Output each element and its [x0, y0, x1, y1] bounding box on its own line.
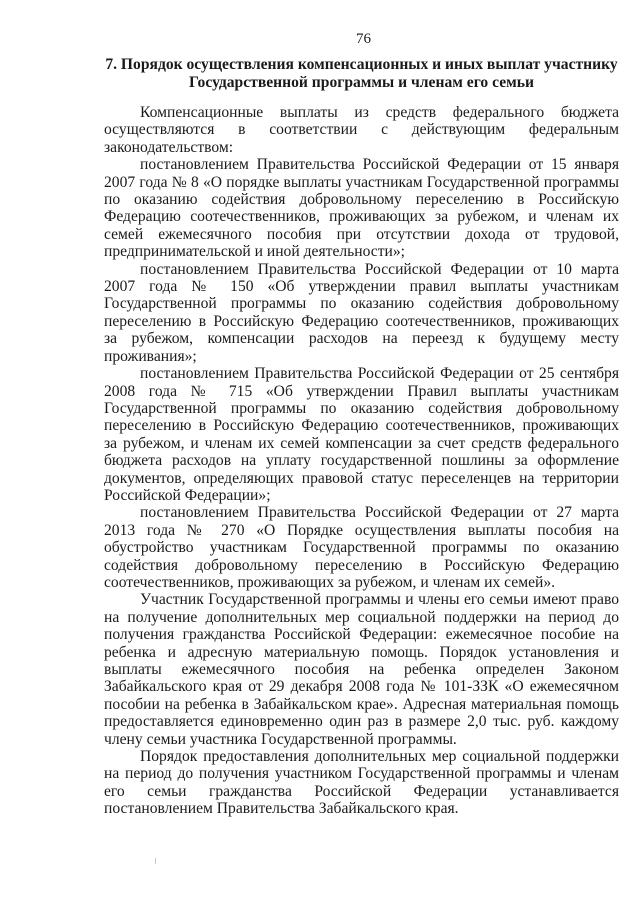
paragraph-intro: Компенсационные выплаты из средств федерального бюджета осуществляются в соответствии с действующим федеральным законодательством: — [104, 104, 619, 156]
paragraph-decree-150: постановлением Правительства Российской Федерации от 10 марта 2007 года № 150 «Об утверждении правил выплаты участникам Государственной программы по оказанию содействия добровольному переселению в Российскую Федерацию соотечественников, проживающих за рубежом, компенсации расходов на переезд к будущему месту проживания»; — [104, 260, 619, 365]
section-heading — [104, 56, 619, 92]
paragraph-decree-270: постановлением Правительства Российской Федерации от 27 марта 2013 года № 270 «О Порядке осуществления выплаты пособия на обустройство участникам Государственной программы по оказанию содействия добровольному переселению в Российскую Федерацию соотечественников, проживающих за рубежом, и членам их семей». — [104, 504, 619, 591]
scan-artifact — [155, 858, 156, 864]
section-heading-line-1: 7. Порядок осуществления компенсационных и иных выплат участнику — [105, 56, 618, 73]
document-page — [104, 30, 619, 818]
paragraph-procedure: Порядок предоставления дополнительных мер социальной поддержки на период до получения участником Государственной программы и членам его семьи гражданства Российской Федерации устанавливается постановлением Правительства Забайкальского края. — [104, 748, 619, 818]
paragraph-decree-8: постановлением Правительства Российской Федерации от 15 января 2007 года № 8 «О порядке выплаты участникам Государственной программы по оказанию содействия добровольному переселению в Российскую Федерацию соотечественников, проживающих за рубежом, и членам их семей ежемесячного пособия при отсутствии дохода от трудовой, предпринимательской и иной деятельности»; — [104, 156, 619, 261]
paragraph-decree-715: постановлением Правительства Российской Федерации от 25 сентября 2008 года № 715 «Об утверждении Правил выплаты участникам Государственной программы по оказанию содействия добровольному переселению в Российскую Федерацию соотечественников, проживающих за рубежом, и членам их семей компенсации за счет средств федерального бюджета расходов на уплату государственной пошлины за оформление документов, определяющих правовой статус переселенцев на территории Российской Федерации»; — [104, 365, 619, 504]
page-number: 76 — [356, 31, 371, 47]
section-heading-line-2: Государственной программы и членам его семьи — [189, 74, 534, 91]
paragraph-social-support: Участник Государственной программы и члены его семьи имеют право на получение дополнительных мер социальной поддержки на период до получения гражданства Российской Федерации: ежемесячное пособие на ребенка и адресную материальную помощь. Порядок установления и выплаты ежемесячного пособия на ребенка определен Законом Забайкальского края от 29 декабря 2008 года № 101-ЗЗК «О ежемесячном пособии на ребенка в Забайкальском крае». Адресная материальная помощь предоставляется единовременно один раз в размере 2,0 тыс. руб. каждому члену семьи участника Государственной программы. — [104, 591, 619, 748]
